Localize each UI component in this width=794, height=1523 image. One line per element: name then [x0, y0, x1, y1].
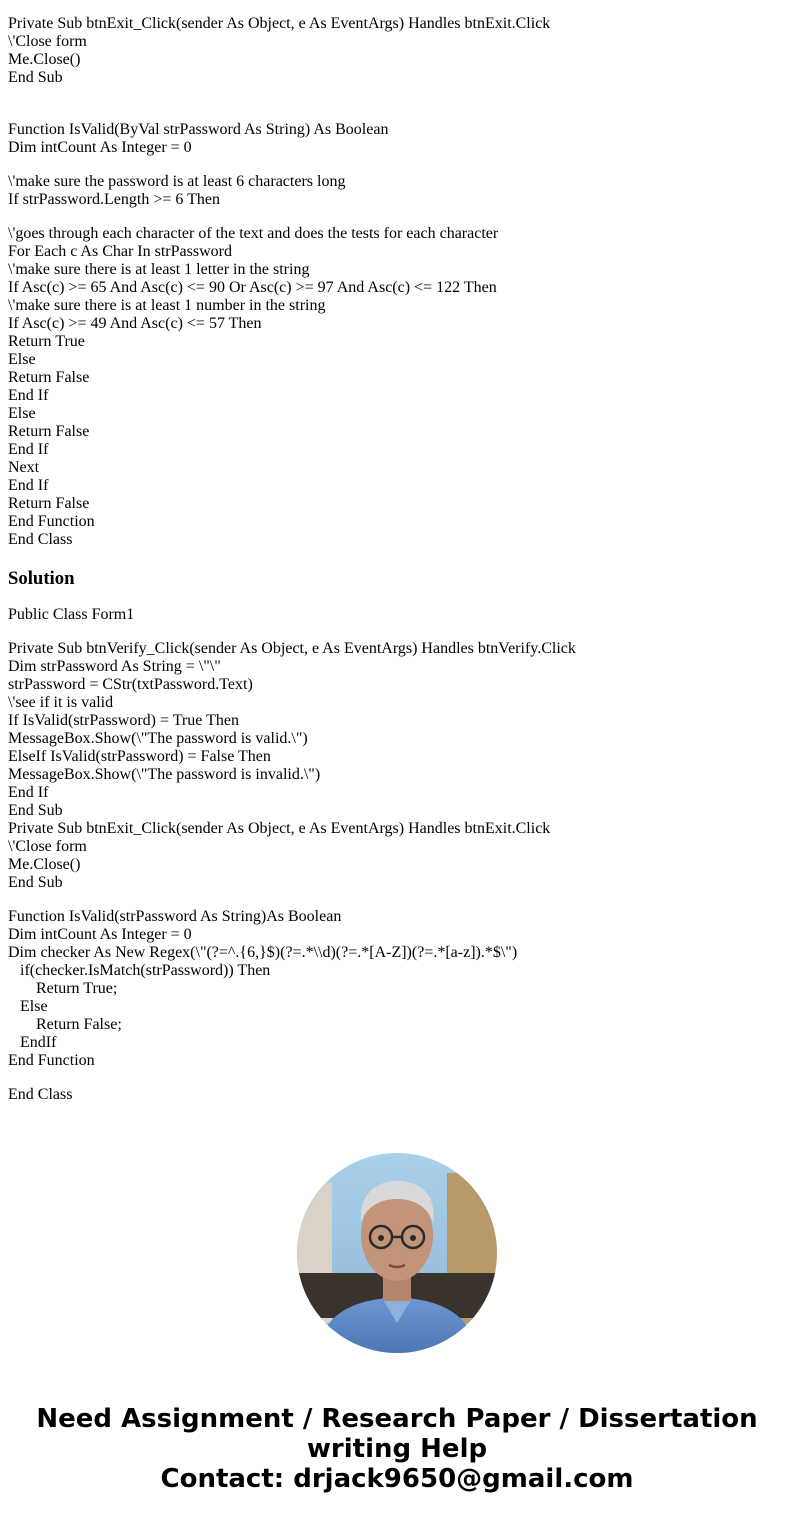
code-line: If Asc(c) >= 65 And Asc(c) <= 90 Or Asc(c) >= 97 And Asc(c) <= 122 Then — [8, 279, 497, 296]
code-line: MessageBox.Show(\"The password is valid.\") — [8, 730, 308, 747]
code-line: Private Sub btnExit_Click(sender As Object, e As EventArgs) Handles btnExit.Click — [8, 820, 551, 837]
promo-line-1: Need Assignment / Research Paper / Dissertation — [36, 1404, 758, 1434]
promo-line-3: Contact: drjack9650@gmail.com — [160, 1464, 634, 1494]
code-line: \'make sure the password is at least 6 characters long — [8, 173, 346, 190]
length-check-block — [8, 173, 786, 209]
code-line: If strPassword.Length >= 6 Then — [8, 191, 220, 208]
code-line: \'see if it is valid — [8, 694, 114, 711]
code-line: \'Close form — [8, 838, 87, 855]
person-photo-icon — [297, 1153, 497, 1353]
code-line: Private Sub btnExit_Click(sender As Object, e As EventArgs) Handles btnExit.Click — [8, 15, 551, 32]
exit-handler-block — [8, 15, 786, 87]
code-line: strPassword = CStr(txtPassword.Text) — [8, 676, 253, 693]
code-line: Return False — [8, 495, 90, 512]
code-line: EndIf — [8, 1034, 57, 1051]
code-line: Dim checker As New Regex(\"(?=^.{6,}$)(?=.*\\d)(?=.*[A-Z])(?=.*[a-z]).*$\") — [8, 944, 518, 961]
code-line: If Asc(c) >= 49 And Asc(c) <= 57 Then — [8, 315, 262, 332]
class-declaration: Public Class Form1 — [8, 606, 135, 623]
isvalid-header-block — [8, 121, 786, 157]
code-line: \'goes through each character of the text and does the tests for each character — [8, 225, 499, 242]
code-line: If IsValid(strPassword) = True Then — [8, 712, 239, 729]
code-line: Else — [8, 405, 36, 422]
code-line: For Each c As Char In strPassword — [8, 243, 232, 260]
code-line: End Function — [8, 513, 95, 530]
code-line: \'make sure there is at least 1 letter in the string — [8, 261, 310, 278]
code-line: Dim intCount As Integer = 0 — [8, 139, 192, 156]
verify-handler-block — [8, 640, 786, 892]
code-line: Return False; — [8, 1016, 122, 1033]
code-line: End Sub — [8, 802, 63, 819]
code-line: Return False — [8, 423, 90, 440]
author-avatar — [297, 1153, 497, 1353]
code-line: Function IsValid(ByVal strPassword As String) As Boolean — [8, 121, 389, 138]
code-line: ElseIf IsValid(strPassword) = False Then — [8, 748, 271, 765]
code-line: Dim strPassword As String = \"\" — [8, 658, 221, 675]
loop-body-block — [8, 225, 786, 549]
code-line: Private Sub btnVerify_Click(sender As Object, e As EventArgs) Handles btnVerify.Click — [8, 640, 576, 657]
code-line: Return True; — [8, 980, 118, 997]
code-line: Next — [8, 459, 40, 476]
solution-heading: Solution — [8, 568, 75, 589]
code-line: End If — [8, 387, 49, 404]
code-line: Return False — [8, 369, 90, 386]
code-line: Function IsValid(strPassword As String)As Boolean — [8, 908, 342, 925]
code-line: End If — [8, 477, 49, 494]
code-line: Else — [8, 351, 36, 368]
code-line: Me.Close() — [8, 856, 81, 873]
code-line: End If — [8, 784, 49, 801]
code-line: MessageBox.Show(\"The password is invalid.\") — [8, 766, 321, 783]
code-line: \'Close form — [8, 33, 87, 50]
code-line: End If — [8, 441, 49, 458]
code-line: End Sub — [8, 874, 63, 891]
code-line: End Function — [8, 1052, 95, 1069]
code-document — [8, 15, 786, 1104]
code-line: Me.Close() — [8, 51, 81, 68]
code-line: Dim intCount As Integer = 0 — [8, 926, 192, 943]
code-line: End Class — [8, 531, 73, 548]
code-line: Return True — [8, 333, 85, 350]
promo-line-2: writing Help — [306, 1434, 488, 1464]
code-line: Else — [8, 998, 48, 1015]
isvalid-function-block — [8, 908, 786, 1070]
code-line: \'make sure there is at least 1 number in the string — [8, 297, 326, 314]
contact-banner — [0, 1404, 794, 1494]
code-line: End Sub — [8, 69, 63, 86]
code-line: if(checker.IsMatch(strPassword)) Then — [8, 962, 271, 979]
class-end: End Class — [8, 1086, 73, 1103]
